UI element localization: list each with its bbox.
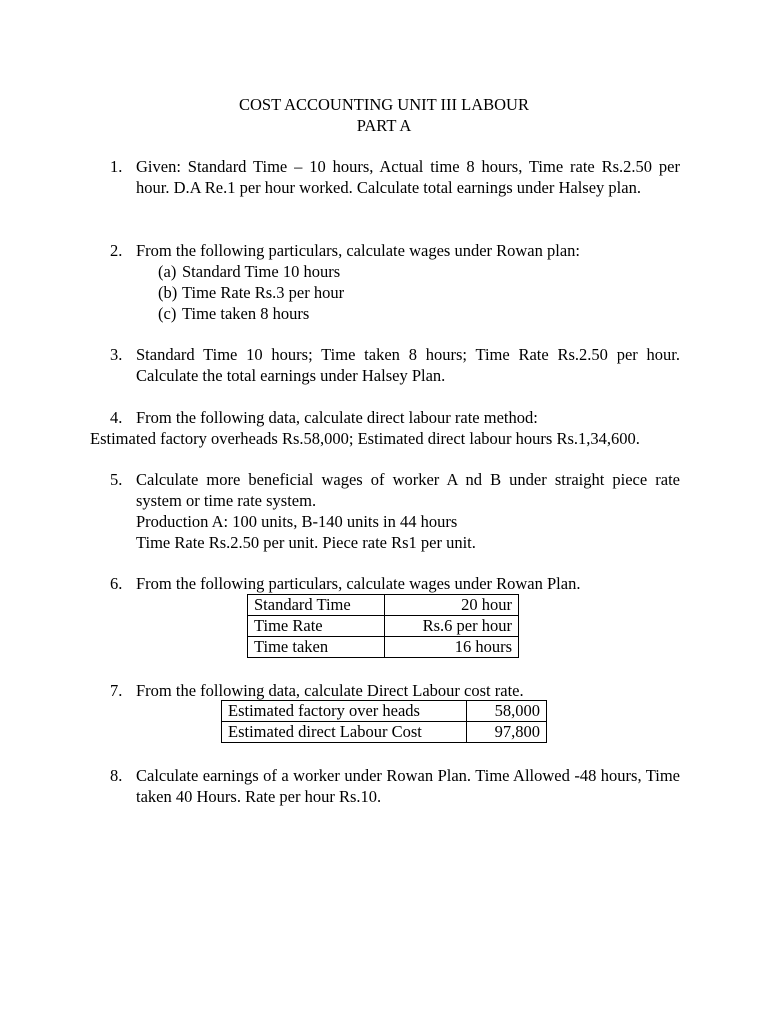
labour-cost-table <box>221 700 547 743</box>
question-number: 1. <box>110 157 123 176</box>
question-text: Calculate earnings of a worker under Rowan Plan. Time Allowed -48 hours, Time taken 40 Hours. Rate per hour Rs.10. <box>136 766 680 806</box>
question-1 <box>110 156 680 198</box>
question-7 <box>110 680 680 701</box>
question-text: From the following data, calculate Direct Labour cost rate. <box>136 681 524 700</box>
question-number: 3. <box>110 345 123 364</box>
question-text: Calculate more beneficial wages of worker A nd B under straight piece rate system or time rate system. <box>136 470 680 510</box>
question-number: 5. <box>110 470 123 489</box>
sub-item-b: (b) Time Rate Rs.3 per hour <box>158 283 345 302</box>
question-3 <box>110 344 680 386</box>
question-text: Given: Standard Time – 10 hours, Actual time 8 hours, Time rate Rs.2.50 per hour. D.A Re.1 per hour worked. Calculate total earnings under Halsey plan. <box>136 157 680 197</box>
question-4 <box>110 407 680 428</box>
document-subtitle: PART A <box>356 116 412 135</box>
question-6 <box>110 573 680 594</box>
question-4-data: Estimated factory overheads Rs.58,000; Estimated direct labour hours Rs.1,34,600. <box>90 429 640 448</box>
question-2 <box>110 240 680 324</box>
table-row: Estimated direct Labour Cost 97,800 <box>222 722 547 743</box>
question-8 <box>110 765 680 807</box>
table-row: Time Rate Rs.6 per hour <box>248 616 519 637</box>
sub-item-c: (c) Time taken 8 hours <box>158 304 310 323</box>
question-text: From the following data, calculate direct labour rate method: <box>136 408 538 427</box>
table-row: Estimated factory over heads 58,000 <box>222 701 547 722</box>
question-5 <box>110 469 680 553</box>
question-number: 8. <box>110 766 123 785</box>
question-text: From the following particulars, calculate wages under Rowan plan: <box>136 241 580 260</box>
question-number: 2. <box>110 241 123 260</box>
question-number: 4. <box>110 408 123 427</box>
question-number: 6. <box>110 574 123 593</box>
question-number: 7. <box>110 681 123 700</box>
question-line: Production A: 100 units, B-140 units in 44 hours <box>136 512 458 531</box>
question-text: From the following particulars, calculate wages under Rowan Plan. <box>136 574 581 593</box>
question-text: Standard Time 10 hours; Time taken 8 hours; Time Rate Rs.2.50 per hour. Calculate the total earnings under Halsey Plan. <box>136 345 680 385</box>
table-row: Time taken 16 hours <box>248 637 519 658</box>
document-title: COST ACCOUNTING UNIT III LABOUR <box>239 95 529 114</box>
table-row: Standard Time 20 hour <box>248 595 519 616</box>
rowan-particulars-table <box>247 594 519 658</box>
sub-item-a: (a) Standard Time 10 hours <box>158 262 341 281</box>
question-line: Time Rate Rs.2.50 per unit. Piece rate Rs1 per unit. <box>136 533 476 552</box>
